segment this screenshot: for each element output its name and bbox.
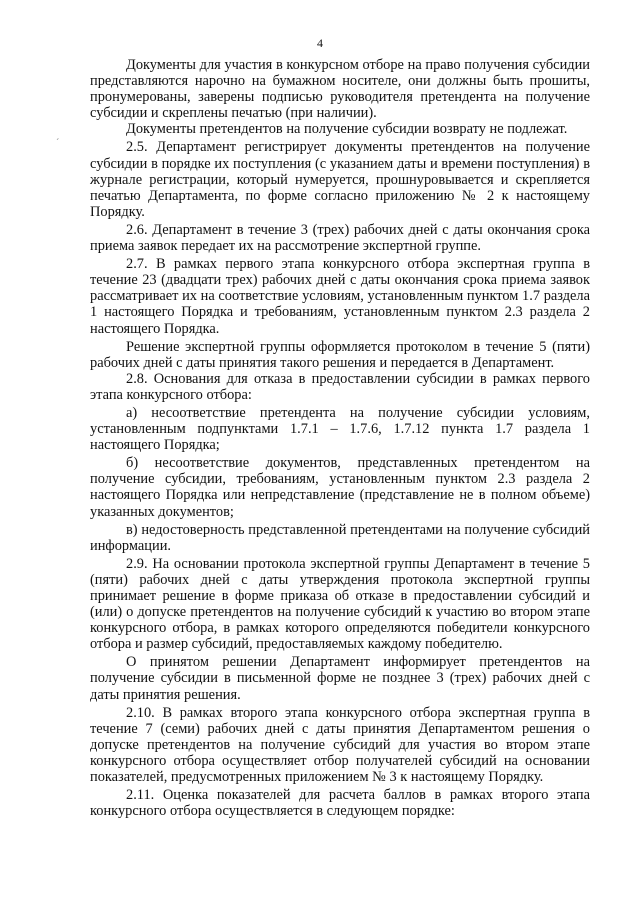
paragraph-2-6: 2.6. Департамент в течение 3 (трех) рабочих дней с даты окончания срока приема заявок передает их на рассмотрение экспертной группе.	[90, 221, 590, 255]
paragraph-2-8-b: б) несоответствие документов, представленных претендентом на получение субсидии, требованиям, установленным пунктом 2.3 раздела 2 настоящего Порядка или непредставление (представление не в полном объеме) указанных документов;	[90, 455, 590, 520]
paragraph-documents-submission: Документы для участия в конкурсном отборе на право получения субсидии представляются нарочно на бумажном носителе, они должны быть прошиты, пронумерованы, заверены подписью руководителя претендента на получение субсидии и скреплены печатью (при наличии).	[90, 57, 590, 122]
paragraph-2-7: 2.7. В рамках первого этапа конкурсного отбора экспертная группа в течение 23 (двадцати трех) рабочих дней с даты окончания срока приема заявок рассматривает их на соответствие условиям, установленным пунктом 1.7 раздела 1 настоящего Порядка и требованиям, установленным пунктом 2.3 раздела 2 настоящего Порядка.	[90, 256, 590, 337]
margin-mark: ˊ	[56, 138, 60, 149]
document-body	[90, 57, 590, 819]
paragraph-documents-not-returned: Документы претендентов на получение субсидии возврату не подлежат.	[126, 121, 568, 138]
paragraph-2-9: 2.9. На основании протокола экспертной группы Департамент в течение 5 (пяти) рабочих дней с даты утверждения протокола экспертной группы принимает решение в форме приказа об отказе в предоставлении субсидий и (или) о допуске претендентов на получение субсидий к участию во втором этапе конкурсного отбора, в рамках которого определяются победители конкурсного отбора и размер субсидий, предоставляемых каждому победителю.	[90, 555, 590, 653]
paragraph-2-8-a: а) несоответствие претендента на получение субсидии условиям, установленным подпунктами 1.7.1 – 1.7.6, 1.7.12 пункта 1.7 раздела 1 настоящего Порядка;	[90, 404, 590, 454]
paragraph-decision-notice: О принятом решении Департамент информирует претендентов на получение субсидии в письменной форме не позднее 3 (трех) рабочих дней с даты принятия решения.	[90, 654, 590, 703]
page-number: 4	[317, 36, 323, 50]
paragraph-2-8: 2.8. Основания для отказа в предоставлении субсидии в рамках первого этапа конкурсного отбора:	[90, 370, 590, 403]
paragraph-2-8-c: в) недостоверность представленной претендентами на получение субсидий информации.	[90, 521, 590, 554]
paragraph-expert-decision: Решение экспертной группы оформляется протоколом в течение 5 (пяти) рабочих дней с даты принятия такого решения и передается в Департамент.	[90, 338, 590, 371]
paragraph-2-5: 2.5. Департамент регистрирует документы претендентов на получение субсидии в порядке их поступления (с указанием даты и времени поступления) в журнале регистрации, который нумеруется, прошнуровывается и скрепляется печатью Департамента, по форме согласно приложению № 2 к настоящему Порядку.	[90, 139, 590, 220]
paragraph-2-11: 2.11. Оценка показателей для расчета баллов в рамках второго этапа конкурсного отбора осуществляется в следующем порядке:	[90, 787, 590, 820]
paragraph-2-10: 2.10. В рамках второго этапа конкурсного отбора экспертная группа в течение 7 (семи) рабочих дней с даты принятия Департаментом решения о допуске претендентов на получение субсидий для участия во втором этапе конкурсного отбора осуществляет отбор получателей субсидий на основании показателей, предусмотренных приложением № 3 к настоящему Порядку.	[90, 704, 590, 786]
